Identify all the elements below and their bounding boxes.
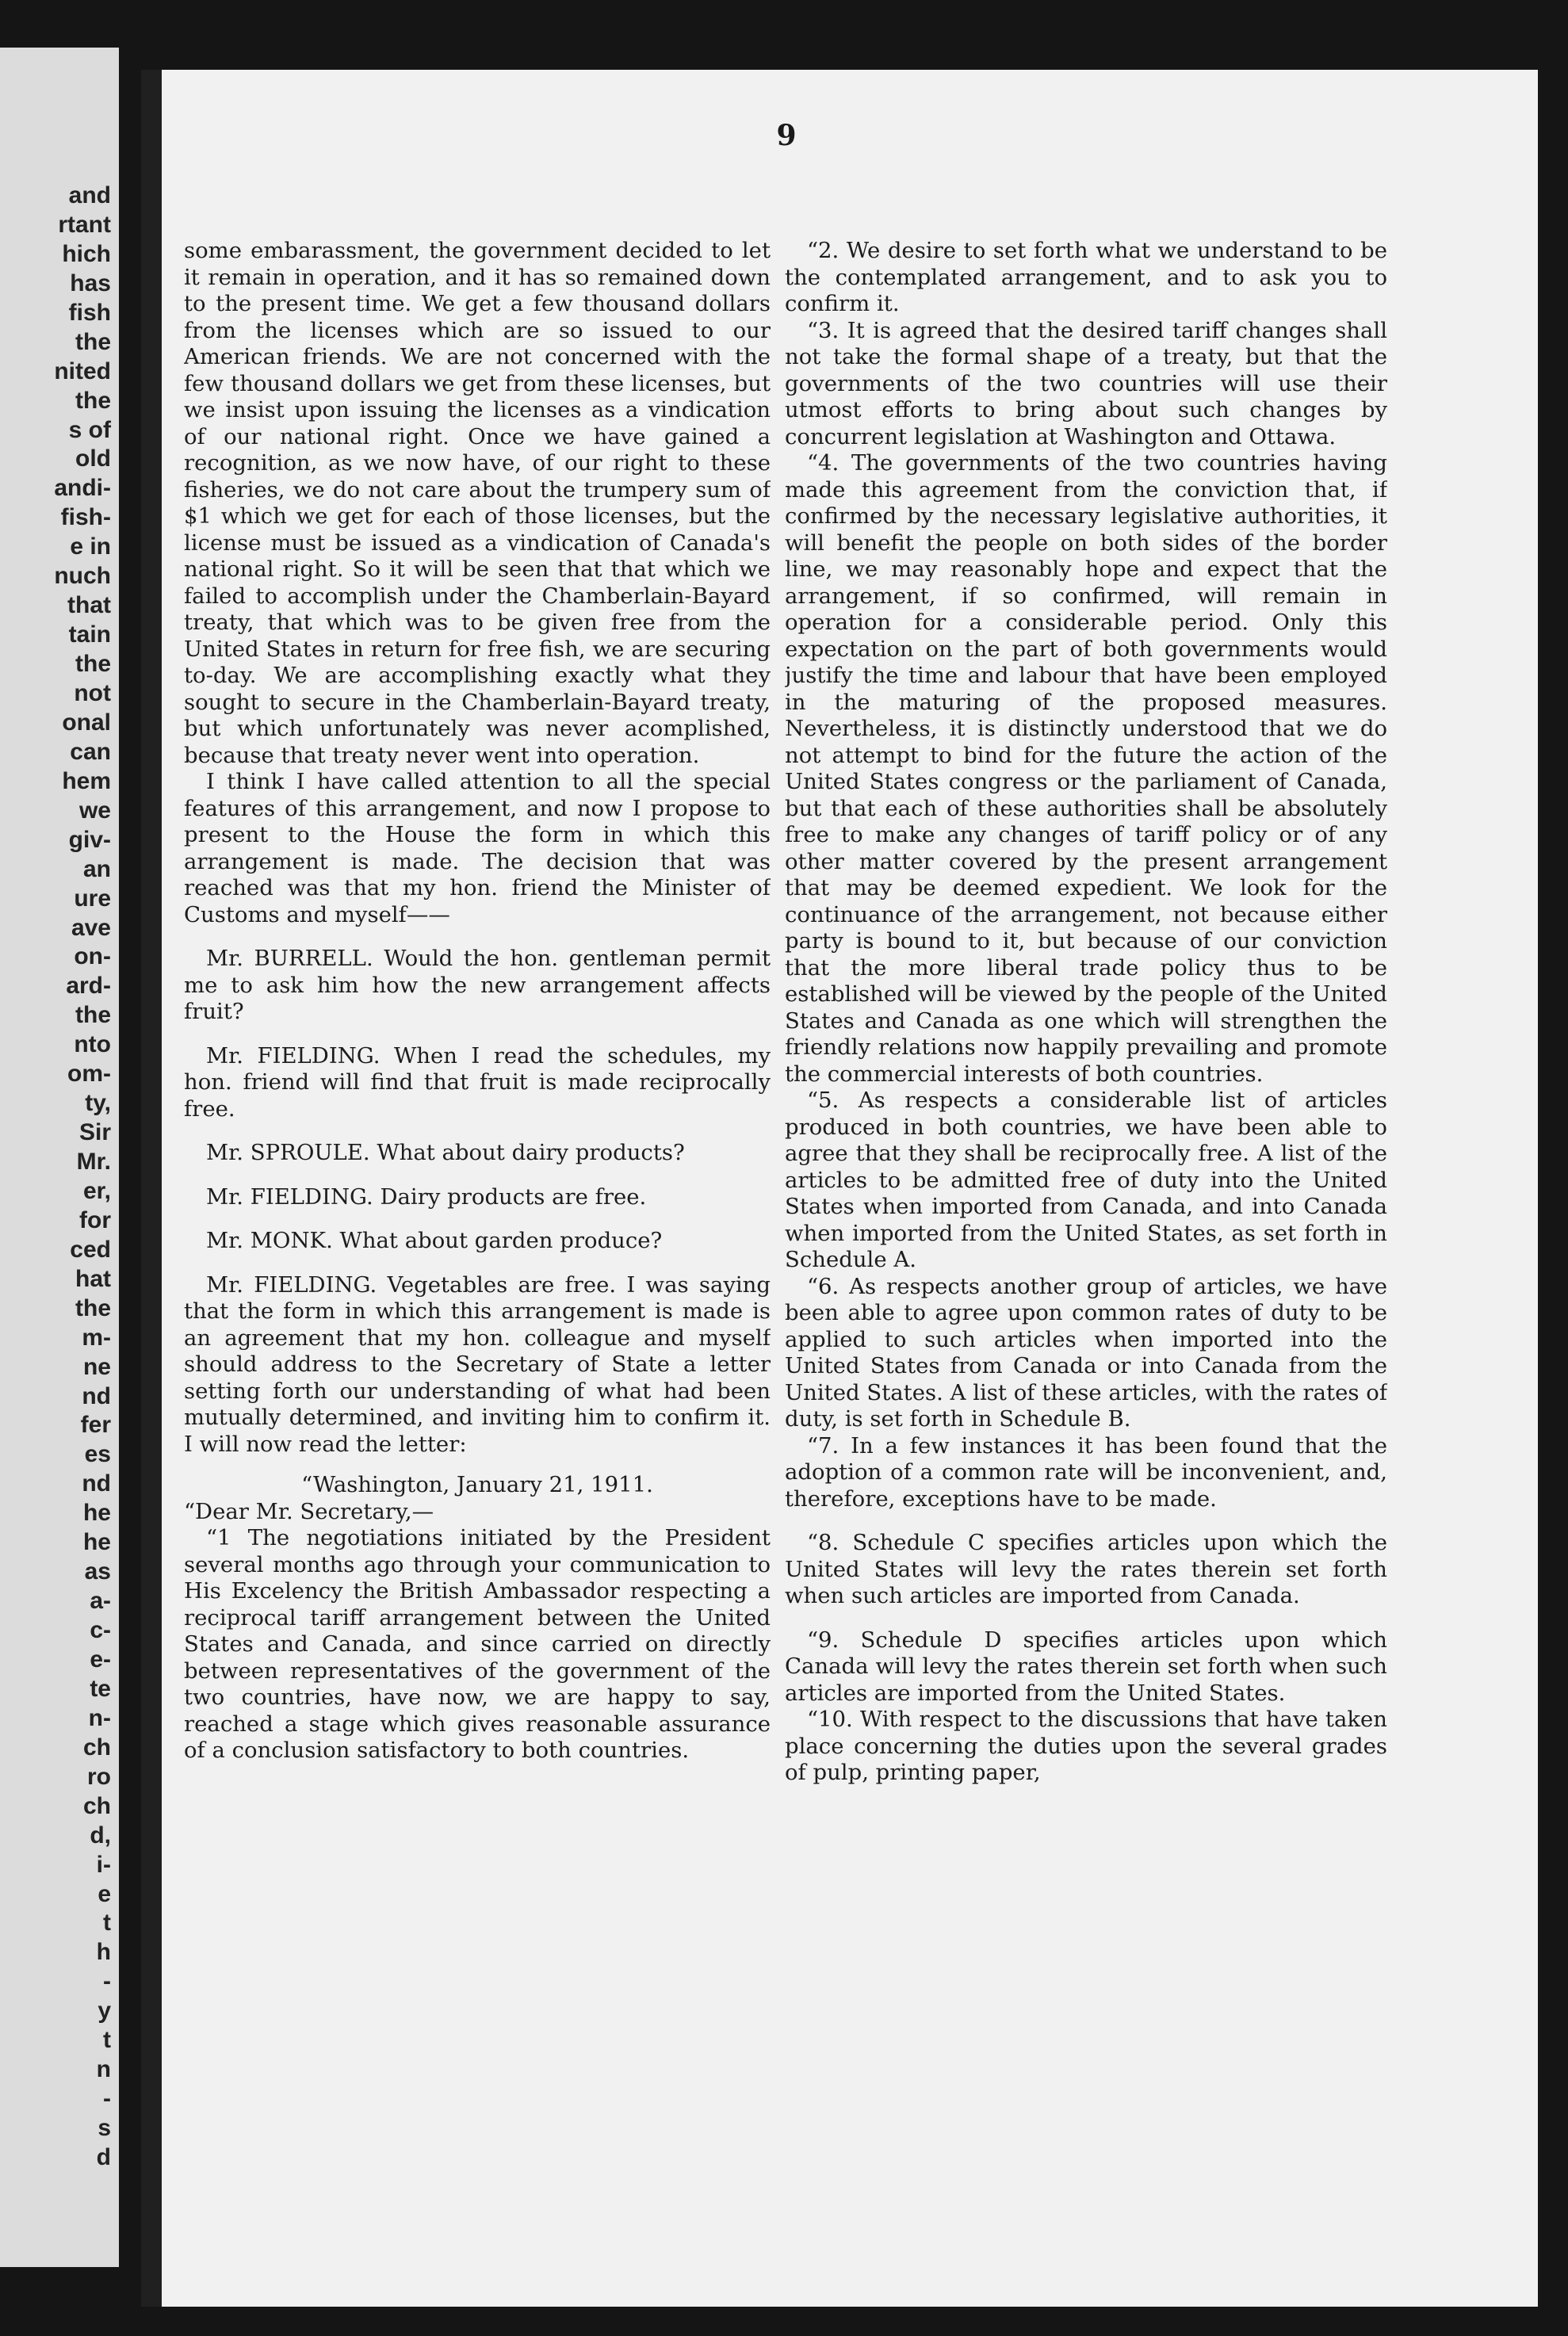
margin-fragment: rtant [58, 211, 111, 238]
margin-fragment: hem [62, 767, 111, 794]
margin-fragment: fer [80, 1412, 111, 1439]
right-text-column [785, 238, 1387, 2267]
paragraph: “2. We desire to set forth what we understand to be the contemplated arrangement, and to ask you to confirm it. [785, 238, 1387, 316]
margin-fragment: tain [68, 621, 111, 648]
margin-fragment: h [96, 1939, 111, 1966]
margin-fragment: ard- [66, 973, 111, 1000]
margin-fragment: ne [82, 1353, 111, 1380]
margin-fragment: d, [90, 1822, 111, 1849]
margin-fragment: fish [68, 299, 111, 326]
paragraph: Mr. SPROULE. What about dairy products? [206, 1140, 685, 1165]
paragraph: “3. It is agreed that the desired tariff changes shall not take the formal shape of a treaty, but that the governments of the two countries will use their utmost efforts to bring about such changes by concurrent legislation at Washington and Ottawa. [785, 317, 1387, 449]
margin-fragment: the [75, 1002, 111, 1029]
margin-fragment: as [84, 1558, 111, 1585]
margin-fragment: e- [90, 1646, 111, 1673]
margin-fragment: n [96, 2056, 111, 2083]
paragraph: Mr. FIELDING. When I read the schedules, my hon. friend will find that fruit is made reciprocally free. [184, 1042, 771, 1122]
left-text-column [184, 238, 771, 2267]
margin-fragment: i- [96, 1851, 111, 1878]
margin-fragment: he [82, 1529, 111, 1556]
margin-fragment: nuch [54, 563, 111, 590]
margin-fragment: n- [88, 1704, 111, 1731]
margin-fragment: te [90, 1675, 111, 1702]
margin-fragment: not [74, 679, 111, 706]
margin-fragment: that [67, 592, 111, 619]
margin-fragment: andi- [54, 475, 111, 502]
margin-fragment: t [103, 1910, 111, 1936]
margin-fragment: t [103, 2027, 111, 2054]
margin-fragment: giv- [68, 826, 111, 853]
margin-fragment: s of [68, 416, 111, 443]
margin-fragment: es [84, 1441, 111, 1468]
margin-fragment: ave [71, 914, 111, 941]
margin-fragment: ch [82, 1792, 111, 1819]
margin-fragment: ro [87, 1763, 111, 1790]
margin-fragment: and [68, 182, 111, 208]
margin-fragment: ty, [85, 1090, 111, 1117]
margin-fragment: has [70, 270, 111, 296]
paragraph: Mr. MONK. What about garden produce? [206, 1228, 663, 1253]
margin-fragment: ced [70, 1236, 111, 1263]
margin-fragment: y [98, 1998, 111, 2024]
margin-fragment: on- [74, 943, 111, 970]
margin-fragment: hat [75, 1265, 111, 1292]
paragraph: “4. The governments of the two countries having made this agreement from the conviction that, if confirmed by the necessary legislative authorities, it will benefit the people on both sides of the border line, we may reasonably hope and expect that the arrangement, if so confirmed, will remain in operation for a considerable period. Only this expectation on the part of both governments would justify the time and labour that have been employed in the maturing of the proposed measures. Nevertheless, it is distinctly understood that we do not attempt to bind for the future the action of the United States congress or the parliament of Canada, but that each of these authorities shall be absolutely free to make any changes of tariff policy or of any other matter covered by the present arrangement that may be deemed expedient. We look for the continuance of the arrangement, not because either party is bound to it, but because of our conviction that the more liberal trade policy thus to be established will be viewed by the people of the United States and Canada as one which will strengthen the friendly relations now happily prevailing and promote the commercial interests of both countries. [785, 450, 1387, 1087]
margin-fragment: hich [62, 240, 111, 267]
margin-fragment: nd [82, 1382, 111, 1409]
margin-fragment: s [98, 2115, 111, 2142]
margin-fragment: - [103, 1968, 111, 1995]
margin-fragment: can [70, 738, 111, 765]
margin-fragment: the [75, 387, 111, 414]
paragraph: I think I have called attention to all the special features of this arrangement, and now I propose to present to the House the form in which this arrangement is made. The decision that was reached was that my hon. friend the Minister of Customs and myself—— [184, 769, 771, 927]
paragraph: “5. As respects a considerable list of articles produced in both countries, we have been able to agree that they shall be reciprocally free. A list of the articles to be admitted free of duty into the United States when imported from Canada, and into Canada when imported from the United States, as set forth in Schedule A. [785, 1088, 1387, 1272]
paragraph: Mr. FIELDING. Vegetables are free. I was saying that the form in which this arrangement is made is an agreement that my hon. colleague and myself should address to the Secretary of State a letter setting forth our understanding of what had been mutually determined, and inviting him to confirm it. I will now read the letter: [184, 1271, 771, 1457]
paragraph: “Washington, January 21, 1911. [301, 1472, 653, 1497]
paragraph: Mr. FIELDING. Dairy products are free. [206, 1183, 647, 1210]
margin-fragment: om- [67, 1061, 111, 1088]
margin-fragment: d [96, 2144, 111, 2170]
paragraph: “8. Schedule C specifies articles upon which the United States will levy the rates therein set forth when such articles are imported from Canada. [785, 1530, 1387, 1608]
margin-fragment: c- [90, 1617, 111, 1644]
margin-fragment: old [75, 445, 111, 472]
paragraph: some embarassment, the government decided to let it remain in operation, and it has so remained down to the present time. We get a few thousand dollars from the licenses which are so issued to our American friends. We are not concerned with the few thousand dollars we get from these licenses, but we insist upon issuing the licenses as a vindication of our national right. Once we have gained a recognition, as we now have, of our right to these fisheries, we do not care about the trumpery sum of $1 which we get for each of those licenses, but the license must be issued as a vindication of Canada's national right. So it will be seen that that which we failed to accomplish under the Chamberlain-Bayard treaty, that which was to be given free from the United States in return for free fish, we are securing to-day. We are accomplishing exactly what they sought to secure in the Chamberlain-Bayard treaty, but which unfortunately was never acomplished, because that treaty never went into operation. [184, 238, 771, 768]
margin-fragment: for [79, 1206, 111, 1233]
margin-fragment: nited [54, 357, 111, 384]
paragraph: “1 The negotiations initiated by the President several months ago through your communication to His Excelency the British Ambassador respecting a reciprocal tariff arrangement between the United States and Canada, and since carried on directly between representatives of the government of the two countries, have now, we are happy to say, reached a stage which gives reasonable assurance of a conclusion satisfactory to both countries. [184, 1525, 771, 1763]
margin-fragment: nto [74, 1031, 111, 1058]
margin-fragment: onal [62, 709, 111, 736]
margin-fragment: the [75, 328, 111, 355]
paragraph: “Dear Mr. Secretary,— [184, 1498, 434, 1524]
paragraph: Mr. BURRELL. Would the hon. gentleman permit me to ask him how the new arrangement affects fruit? [184, 946, 771, 1024]
paragraph: “10. With respect to the discussions that have taken place concerning the duties upon the several grades of pulp, printing paper, [785, 1707, 1387, 1785]
adjacent-page-fragment [0, 48, 119, 2267]
margin-fragment: the [75, 651, 111, 678]
margin-fragment: he [82, 1500, 111, 1527]
margin-fragment: an [82, 855, 111, 882]
margin-fragment: fish- [60, 504, 111, 531]
margin-fragment: Sir [78, 1119, 111, 1146]
margin-fragment: er, [82, 1177, 111, 1204]
margin-fragment: - [103, 2086, 111, 2112]
paragraph: “6. As respects another group of articles, we have been able to agree upon common rates of duty to be applied to such articles when imported into the United States from Canada or into Canada from the United States. A list of these articles, with the rates of duty, is set forth in Schedule B. [785, 1273, 1387, 1432]
margin-fragment: nd [82, 1470, 111, 1497]
margin-fragment: e in [70, 533, 111, 560]
page-number: 9 [776, 119, 797, 152]
margin-fragment: ure [74, 885, 111, 912]
page-gutter [141, 70, 162, 2307]
margin-fragment: Mr. [76, 1149, 111, 1176]
paragraph: “7. In a few instances it has been found that the adoption of a common rate will be inconvenient, and, therefore, exceptions have to be made. [785, 1432, 1387, 1512]
margin-fragment: a- [90, 1588, 111, 1615]
paragraph: “9. Schedule D specifies articles upon which Canada will levy the rates therein set forth when such articles are imported from the United States. [785, 1627, 1387, 1706]
margin-fragment: we [78, 797, 111, 824]
margin-fragment: the [75, 1294, 111, 1321]
margin-fragment: m- [82, 1324, 111, 1351]
margin-fragment: ch [82, 1734, 111, 1761]
margin-fragment: e [98, 1880, 111, 1907]
